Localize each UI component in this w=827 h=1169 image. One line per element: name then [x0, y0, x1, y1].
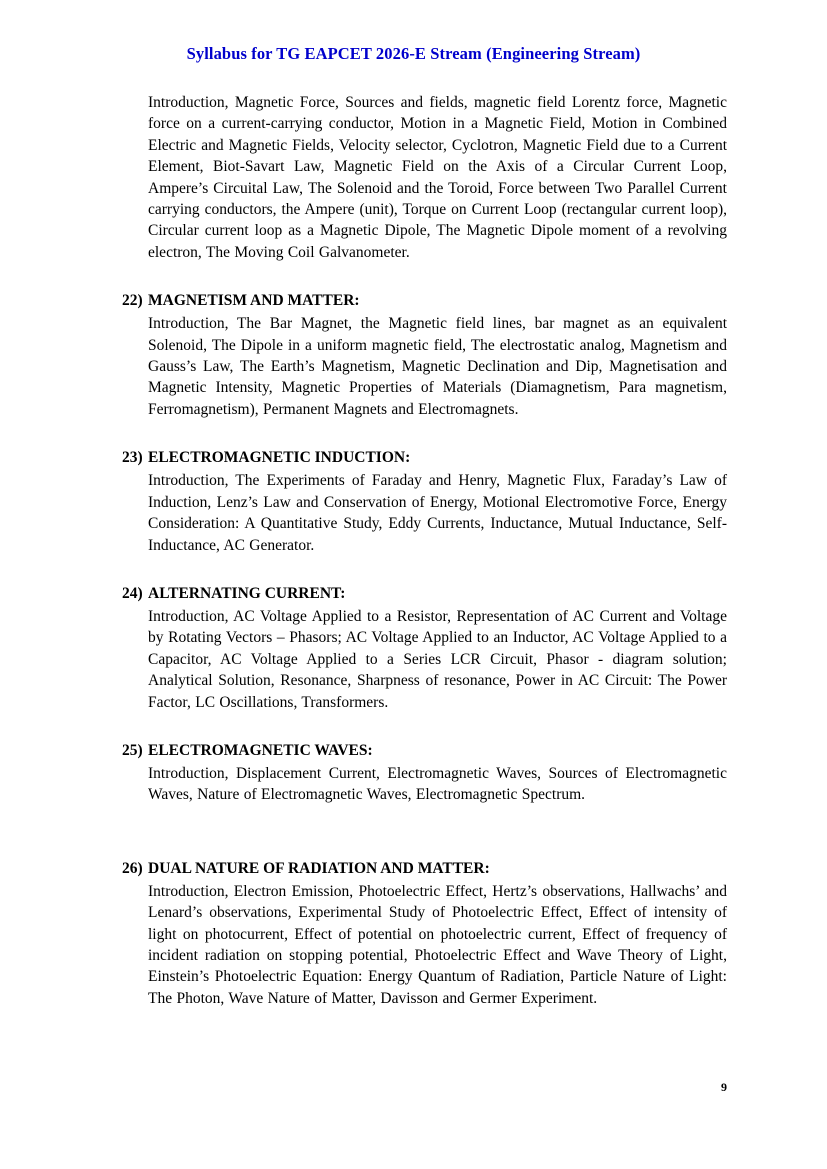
section-heading [122, 290, 727, 312]
section-number: 24) [122, 584, 143, 602]
section-heading-text: ALTERNATING CURRENT: [148, 584, 346, 602]
section-number: 26) [122, 859, 143, 877]
document-content [0, 92, 827, 1009]
section-body: Introduction, The Bar Magnet, the Magnetic field lines, bar magnet as an equivalent Solenoid, The Dipole in a uniform magnetic field, The electrostatic analog, Magnetism and Gauss’s Law, The Earth’s Magnetism, Magnetic Declination and Dip, Magnetisation and Magnetic Intensity, Magnetic Properties of Materials (Diamagnetism, Para magnetism, Ferromagnetism), Permanent Magnets and Electromagnets. [148, 315, 727, 418]
section-heading [122, 447, 727, 469]
section-body: Introduction, Electron Emission, Photoelectric Effect, Hertz’s observations, Hallwachs’ and Lenard’s observations, Experimental Study of Photoelectric Effect, Effect of intensity of light on photocurrent, Effect of potential on photoelectric current, Effect of frequency of incident radiation on stopping potential, Photoelectric Effect and Wave Theory of Light, Einstein’s Photoelectric Equation: Energy Quantum of Radiation, Particle Nature of Light: The Photon, Wave Nature of Matter, Davisson and Germer Experiment. [148, 882, 727, 1007]
section-body: Introduction, Displacement Current, Electromagnetic Waves, Sources of Electromagnetic Waves, Nature of Electromagnetic Waves, Electromagnetic Spectrum. [148, 764, 727, 804]
section-heading [122, 740, 727, 762]
section-number: 23) [122, 449, 143, 467]
section-dual-nature-of-radiation-and-matter [122, 858, 727, 1009]
section-body: Introduction, The Experiments of Faraday and Henry, Magnetic Flux, Faraday’s Law of Induction, Lenz’s Law and Conservation of Energy, Motional Electromotive Force, Energy Consideration: A Quantitative Study, Eddy Currents, Inductance, Mutual Inductance, Self-Inductance, AC Generator. [148, 472, 727, 554]
page-title: Syllabus for TG EAPCET 2026-E Stream (Engineering Stream) [186, 44, 641, 63]
section-heading [122, 583, 727, 605]
section-electromagnetic-waves [122, 740, 727, 806]
page-number: 9 [721, 1080, 727, 1094]
section-body: Introduction, AC Voltage Applied to a Resistor, Representation of AC Current and Voltage by Rotating Vectors – Phasors; AC Voltage Applied to an Inductor, AC Voltage Applied to a Capacitor, AC Voltage Applied to a Series LCR Circuit, Phasor - diagram solution; Analytical Solution, Resonance, Sharpness of resonance, Power in AC Circuit: The Power Factor, LC Oscillations, Transformers. [148, 607, 727, 711]
section-number: 25) [122, 741, 143, 759]
section-heading-text: MAGNETISM AND MATTER: [148, 292, 360, 310]
section-magnetism-and-matter [122, 290, 727, 420]
intro-paragraph: Introduction, Magnetic Force, Sources and fields, magnetic field Lorentz force, Magnetic force on a current-carrying conductor, Motion in a Magnetic Field, Motion in Combined Electric and Magnetic Fields, Velocity selector, Cyclotron, Magnetic Field due to a Current Element, Biot-Savart Law, Magnetic Field on the Axis of a Circular Current Loop, Ampere’s Circuital Law, The Solenoid and the Toroid, Force between Two Parallel Current carrying conductors, the Ampere (unit), Torque on Current Loop (rectangular current loop), Circular current loop as a Magnetic Dipole, The Magnetic Dipole moment of a revolving electron, The Moving Coil Galvanometer. [148, 94, 727, 261]
section-heading-text: DUAL NATURE OF RADIATION AND MATTER: [148, 859, 490, 877]
section-heading-text: ELECTROMAGNETIC WAVES: [148, 741, 373, 759]
section-heading-text: ELECTROMAGNETIC INDUCTION: [148, 449, 411, 467]
section-heading [122, 858, 727, 880]
section-alternating-current [122, 583, 727, 713]
section-number: 22) [122, 292, 143, 310]
section-electromagnetic-induction [122, 447, 727, 556]
